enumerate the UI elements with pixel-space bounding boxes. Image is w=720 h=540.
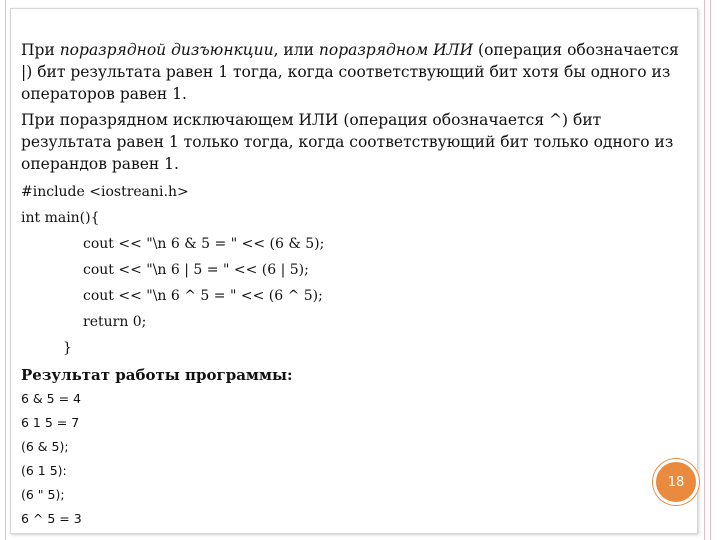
- output-line: 6 1 5 = 7: [21, 415, 80, 430]
- term-disjunction: поразрядной дизъюнкции: [59, 41, 274, 59]
- margin-line-left: [5, 0, 6, 540]
- output-line: 6 & 5 = 4: [21, 391, 81, 406]
- program-output: [21, 387, 681, 531]
- result-heading: Результат работы программы:: [21, 366, 293, 384]
- paragraph-or: При поразрядной дизъюнкции, или поразрядном ИЛИ (операция обозначается |) бит результата равен 1 тогда, когда соответствующий бит хотя бы одного из операторов равен 1.: [21, 41, 679, 103]
- code-block: [21, 179, 681, 361]
- output-line: 6 ^ 5 = 3: [21, 511, 82, 526]
- code-include: #include <iostreani.h>: [21, 184, 189, 200]
- margin-line-right-2: [710, 0, 711, 540]
- output-line: (6 1 5):: [21, 463, 67, 478]
- output-line: (6 & 5);: [21, 439, 69, 454]
- code-line: cout << "\n 6 ^ 5 = " << (6 ^ 5);: [83, 288, 323, 304]
- slide-content: [21, 39, 681, 531]
- code-main: int main(){: [21, 210, 100, 226]
- margin-line-right: [704, 0, 705, 540]
- slide: [10, 8, 698, 534]
- code-line: return 0;: [83, 314, 147, 330]
- paragraph-xor: При поразрядном исключающем ИЛИ (операция обозначается ^) бит результата равен 1 только тогда, когда соответствующий бит только одного из операндов равен 1.: [21, 111, 674, 173]
- code-close-brace: }: [63, 340, 72, 356]
- output-line: (6 " 5);: [21, 487, 65, 502]
- code-line: cout << "\n 6 & 5 = " << (6 & 5);: [83, 236, 325, 252]
- page-number-badge: 18: [653, 459, 699, 505]
- term-bitwise-or: поразрядном ИЛИ: [318, 41, 474, 59]
- code-line: cout << "\n 6 | 5 = " << (6 | 5);: [83, 262, 309, 278]
